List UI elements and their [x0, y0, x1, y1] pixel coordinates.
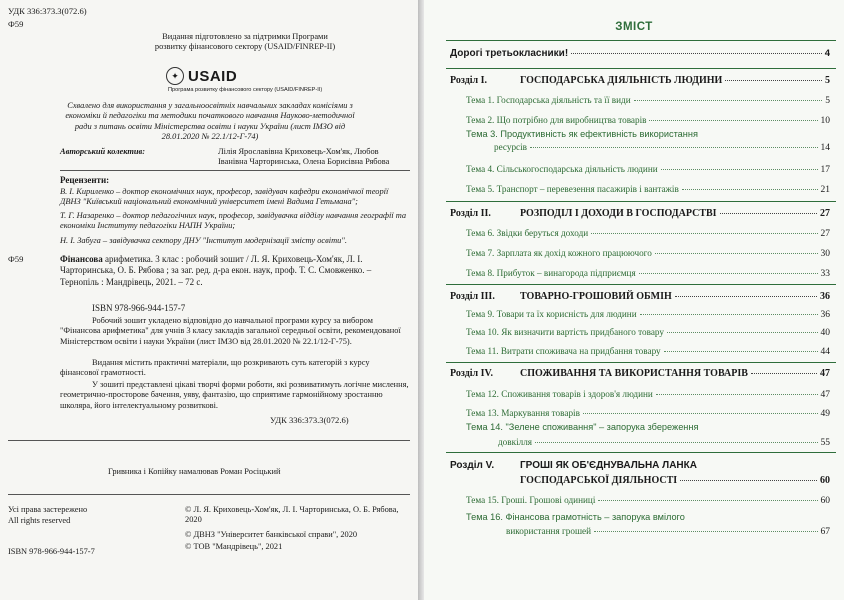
bibliographic-record [60, 254, 410, 288]
topic-title: Тема 1. Господарська діяльність та її види [466, 95, 631, 105]
section-title: РОЗПОДІЛ І ДОХОДИ В ГОСПОДАРСТВІ [520, 208, 717, 219]
toc-topic [466, 115, 830, 126]
toc-topic [466, 309, 830, 320]
udk-code: УДК 336:373.3(072.6) [8, 6, 87, 16]
topic-title: Тема 13. Маркування товарів [466, 408, 580, 418]
book-title-word: Фінансова [60, 254, 103, 264]
usaid-program-name: Програма розвитку фінансового сектору (USAID/FINREP-II) [168, 87, 323, 93]
page-number: 5 [825, 75, 830, 86]
copyright-line: © Л. Я. Криховець-Хом'як, Л. І. Чарторинська, О. Б. Рябова, 2020 [185, 505, 399, 525]
topic-title: Тема 16. Фінансова грамотність – запорука вмілого [466, 512, 685, 522]
usaid-logo [166, 67, 237, 85]
page-number: 17 [820, 165, 830, 175]
topic-title: Тема 9. Товари та їх корисність для людини [466, 309, 637, 319]
imprint-page [0, 0, 418, 600]
page-number: 36 [820, 291, 830, 302]
section-title: СПОЖИВАННЯ ТА ВИКОРИСТАННЯ ТОВАРІВ [520, 368, 748, 379]
topic-title: Тема 14. "Зелене споживання" – запорука збереження [466, 422, 699, 432]
authors-list: Лілія Ярославівна Криховець-Хом'як, Любов Іванівна Чарторинська, Олена Борисівна Рябова [218, 147, 390, 167]
topic-title: Тема 5. Транспорт – перевезення пасажирів і вантажів [466, 184, 679, 194]
page-number: 47 [820, 368, 830, 379]
page-number: 47 [820, 390, 830, 400]
section-title-cont: ГОСПОДАРСЬКОЇ ДІЯЛЬНОСТІ [520, 475, 678, 486]
toc-topic [466, 327, 830, 338]
topic-title: Тема 15. Гроші. Грошові одиниці [466, 495, 596, 505]
topic-title: Тема 11. Витрати споживача на придбання товару [466, 346, 661, 356]
page-number: 36 [820, 310, 830, 320]
toc-intro [450, 48, 830, 59]
topic-title: Тема 8. Прибуток – винагорода підприємця [466, 268, 636, 278]
toc-intro-title: Дорогі третьокласники! [450, 48, 569, 59]
toc-topic [466, 184, 830, 195]
rights-reserved-en: All rights reserved [8, 516, 71, 525]
page-number: 60 [820, 475, 830, 486]
page-number: 21 [820, 185, 830, 195]
topic-title: Тема 7. Зарплата як дохід кожного працюючого [466, 248, 652, 258]
section-number: Розділ II. [450, 208, 491, 219]
toc-topic [466, 228, 830, 239]
annotation-paragraph: Робочий зошит укладено відповідно до навчальної програми курсу за вибором "Фінансова арифметика" для учнів 3 класу закладів загальної середньої освіти, рекомендованої Міністерством освіти і науки України (лист ІМЗО від 28.01.2020 № 22.1/12-Г-75). [60, 316, 401, 346]
copyright-line: © ДВНЗ "Університет банківської справи", 2020 [185, 530, 358, 539]
topic-title: Тема 12. Споживання товарів і здоров'я людини [466, 389, 653, 399]
page-number: 27 [820, 229, 830, 239]
topic-title: Тема 10. Як визначити вартість придбаного товару [466, 327, 664, 337]
support-note: Видання підготовлено за підтримки Програми розвитку фінансового сектору (USAID/FINREP-II) [154, 32, 336, 52]
toc-topic [494, 142, 830, 153]
library-index-2: Ф59 [8, 254, 24, 264]
divider [446, 201, 836, 202]
divider [446, 68, 836, 69]
rights-reserved-ua: Усі права застережено [8, 505, 88, 514]
toc-topic [466, 346, 830, 357]
toc-section [450, 368, 830, 379]
annotation-paragraph: У зошиті представлені цікаві творчі форми роботи, які розвиватимуть логічне мислення, геометрично-просторове бачення, уяву, фантазію, що сприятиме гармонійному зростанню школяра, його інтелектуальному розвиткові. [60, 380, 409, 410]
page-number: 55 [820, 438, 830, 448]
illustrator-credit: Гривника і Копійку намалював Роман Росіцький [108, 467, 281, 476]
toc-section [520, 475, 830, 486]
bibliographic-details: арифметика. 3 клас : робочий зошит / Л. Я. Криховець-Хом'як, Л. І. Чарторинська, О. Б. Рябова ; за заг. ред. д-ра екон. наук, проф. Т. С. Смовженко. – Тернопіль : Мандрівець, 2021. – 72 с. [60, 254, 372, 287]
toc-topic [466, 268, 830, 279]
divider [60, 170, 410, 171]
udk-code-bottom: УДК 336:373.3(072.6) [270, 415, 349, 425]
page-number: 67 [820, 527, 830, 537]
divider [446, 362, 836, 363]
reviewers-title: Рецензенти: [60, 175, 110, 185]
copyright-line: © ТОВ "Мандрівець", 2021 [185, 542, 283, 551]
toc-topic [506, 526, 830, 537]
divider [446, 284, 836, 285]
page-number: 4 [824, 48, 830, 59]
isbn: ISBN 978-966-944-157-7 [92, 303, 186, 313]
divider [446, 40, 836, 41]
topic-title-cont: довкілля [498, 437, 533, 447]
library-index: Ф59 [8, 19, 24, 29]
topic-title: Тема 2. Що потрібно для виробництва товарів [466, 115, 647, 125]
topic-title-cont: використання грошей [506, 526, 592, 536]
isbn-bottom: ISBN 978-966-944-157-7 [8, 547, 95, 556]
toc-topic [466, 248, 830, 259]
divider [8, 440, 410, 441]
page-number: 10 [820, 116, 830, 126]
page-number: 40 [820, 328, 830, 338]
divider [446, 452, 836, 453]
authors-label: Авторський колектив: [60, 147, 146, 156]
toc-topic [466, 389, 830, 400]
page-number: 44 [820, 347, 830, 357]
section-number: Розділ I. [450, 75, 488, 86]
page-number: 49 [820, 409, 830, 419]
topic-title: Тема 6. Звідки беруться доходи [466, 228, 589, 238]
toc-section [450, 291, 830, 302]
divider [8, 494, 410, 495]
page-number: 33 [820, 269, 830, 279]
approval-note: Схвалено для використання у загальноосвітніх навчальних закладах комісіями з економіки й педагогіки та методики початкового навчання Науково-методичної ради з питань освіти Міністерства освіти і науки України (лист ІМЗО від 28.01.2020 № 22.1/12-Г-74) [65, 101, 355, 141]
reviewer-entry: В. І. Кириленко – доктор економічних наук, професор, завідувач кафедри економічної теорії ДВНЗ "Київський національний економічний університет імені Вадима Гетьмана"; [60, 187, 389, 207]
section-number: Розділ III. [450, 291, 495, 302]
page-number: 27 [820, 208, 830, 219]
reviewer-entry: Т. Г. Назаренко – доктор педагогічних наук, професор, завідувачка відділу навчання географії та економіки Інституту педагогіки НАПН України; [60, 211, 407, 231]
toc-topic [466, 408, 830, 419]
topic-title: Тема 3. Продуктивність як ефективність використання [466, 129, 698, 139]
section-number: Розділ IV. [450, 368, 493, 379]
toc-topic [466, 164, 830, 175]
section-title: ГОСПОДАРСЬКА ДІЯЛЬНІСТЬ ЛЮДИНИ [520, 75, 723, 86]
page-number: 60 [820, 496, 830, 506]
reviewer-entry: Н. І. Забуга – завідувачка сектору ДНУ "Інститут модернізації змісту освіти". [60, 236, 347, 245]
usaid-wordmark: USAID [188, 67, 238, 85]
page-number: 30 [820, 249, 830, 259]
toc-topic [466, 95, 830, 106]
section-title: ГРОШІ ЯК ОБ'ЄДНУВАЛЬНА ЛАНКА [520, 460, 697, 471]
topic-title-cont: ресурсів [494, 142, 528, 152]
toc-section [450, 208, 830, 219]
toc-section [450, 75, 830, 86]
page-number: 14 [820, 143, 830, 153]
section-title: ТОВАРНО-ГРОШОВИЙ ОБМІН [520, 291, 672, 302]
usaid-seal-icon: ✦ [166, 67, 184, 85]
section-number: Розділ V. [450, 460, 495, 471]
contents-title: ЗМІСТ [615, 21, 653, 33]
contents-page [424, 0, 844, 600]
toc-topic [498, 437, 830, 448]
annotation-paragraph: Видання містить практичні матеріали, що розкривають суть категорій з курсу фінансової грамотності. [60, 358, 370, 378]
toc-topic [466, 495, 830, 506]
page-number: 5 [825, 96, 830, 106]
topic-title: Тема 4. Сільськогосподарська діяльність людини [466, 164, 658, 174]
